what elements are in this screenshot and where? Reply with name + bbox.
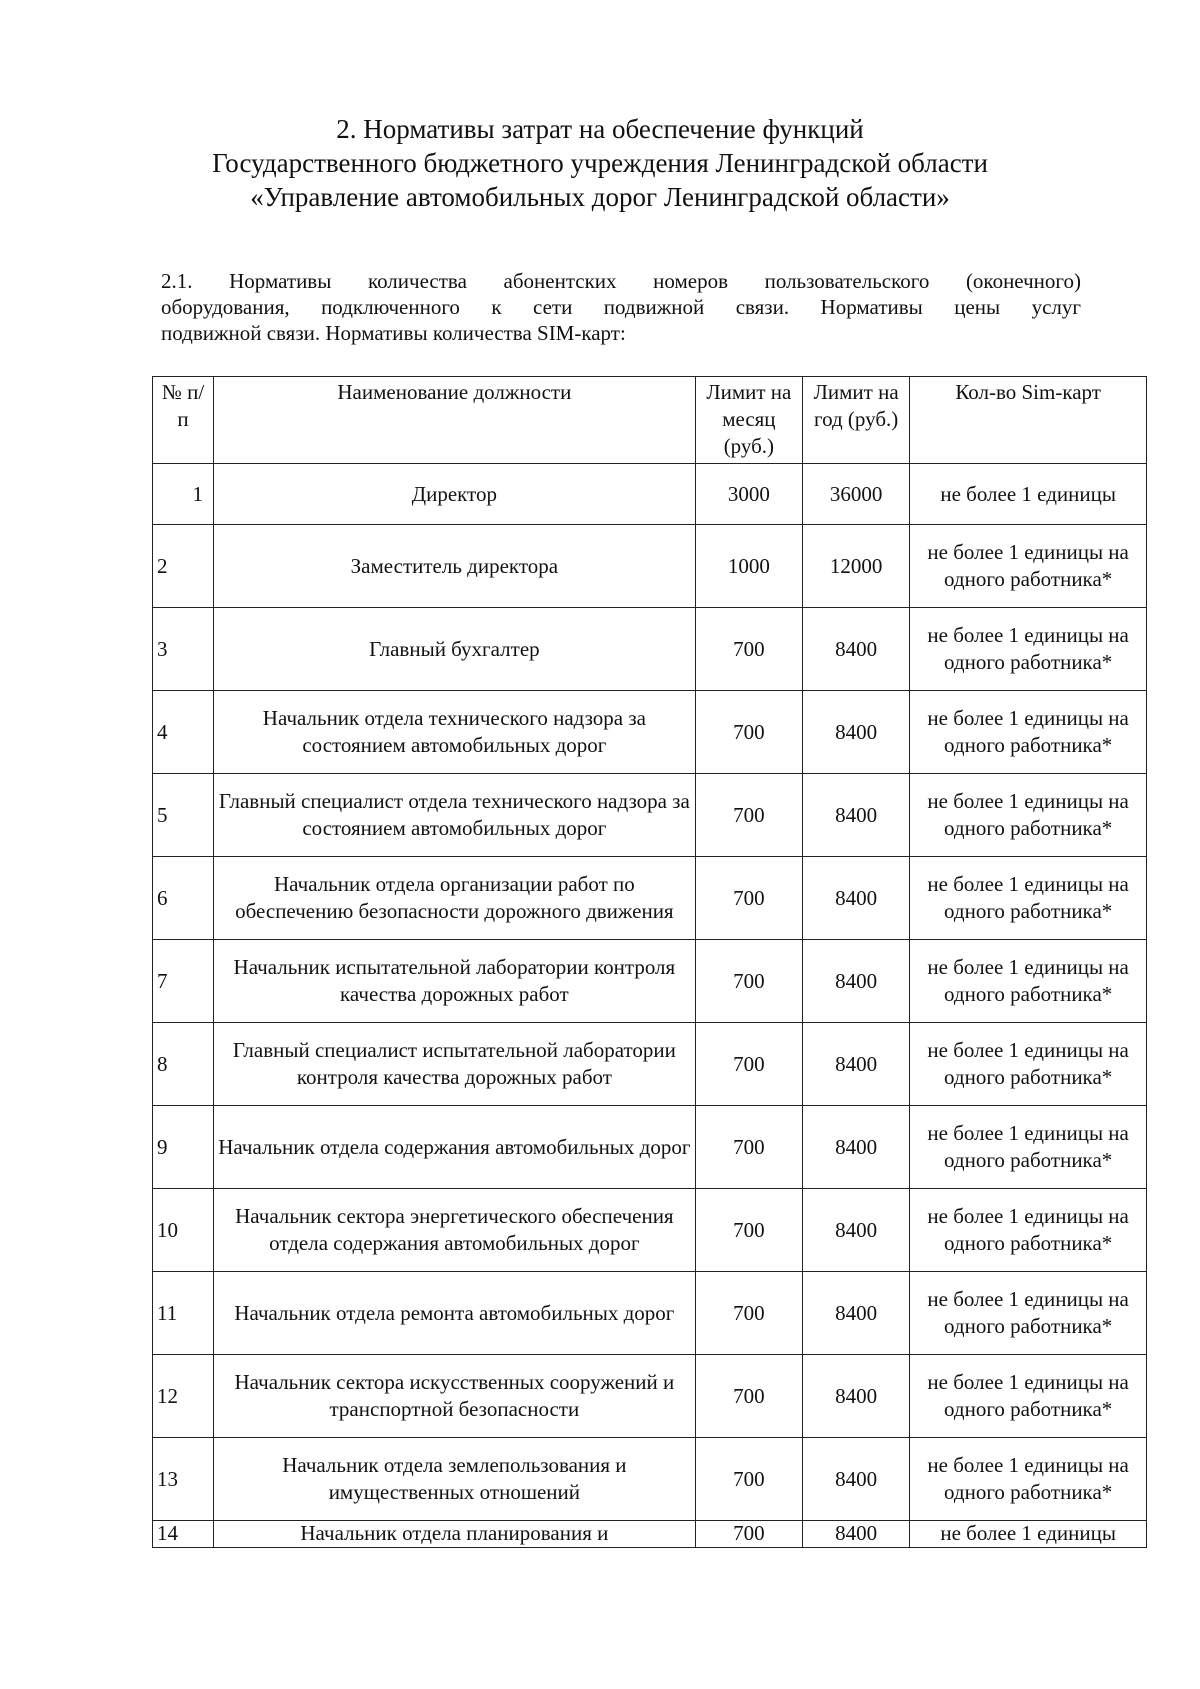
row-sim-count: не более 1 единицы на одного работника* — [910, 774, 1147, 857]
row-month-limit: 3000 — [695, 464, 802, 525]
row-num: 1 — [153, 464, 214, 525]
row-sim-count: не более 1 единицы на одного работника* — [910, 1023, 1147, 1106]
header-sim-count: Кол-во Sim-карт — [910, 377, 1147, 464]
row-num: 7 — [153, 940, 214, 1023]
row-month-limit: 700 — [695, 857, 802, 940]
header-name: Наименование должности — [214, 377, 696, 464]
row-sim-count: не более 1 единицы на одного работника* — [910, 1106, 1147, 1189]
row-num: 12 — [153, 1355, 214, 1438]
row-month-limit: 700 — [695, 691, 802, 774]
row-num: 9 — [153, 1106, 214, 1189]
row-month-limit: 700 — [695, 1189, 802, 1272]
table-row — [153, 525, 1147, 608]
table-row — [153, 464, 1147, 525]
row-year-limit: 8400 — [803, 857, 910, 940]
row-sim-count: не более 1 единицы на одного работника* — [910, 608, 1147, 691]
row-num: 2 — [153, 525, 214, 608]
row-month-limit: 700 — [695, 1355, 802, 1438]
table-row — [153, 1438, 1147, 1521]
row-position: Главный специалист испытательной лаборатории контроля качества дорожных работ — [214, 1023, 696, 1106]
row-year-limit: 8400 — [803, 1355, 910, 1438]
row-num: 3 — [153, 608, 214, 691]
intro-paragraph — [161, 268, 1081, 346]
row-sim-count: не более 1 единицы на одного работника* — [910, 1272, 1147, 1355]
row-year-limit: 8400 — [803, 1023, 910, 1106]
row-position: Начальник отдела планирования и — [214, 1521, 696, 1548]
row-num: 13 — [153, 1438, 214, 1521]
table-row — [153, 1355, 1147, 1438]
row-num: 10 — [153, 1189, 214, 1272]
row-year-limit: 8400 — [803, 1521, 910, 1548]
row-position: Начальник отдела ремонта автомобильных дорог — [214, 1272, 696, 1355]
row-position: Начальник отдела технического надзора за состоянием автомобильных дорог — [214, 691, 696, 774]
table-row — [153, 940, 1147, 1023]
table-row — [153, 1189, 1147, 1272]
header-year-limit: Лимит на год (руб.) — [803, 377, 910, 464]
row-year-limit: 8400 — [803, 691, 910, 774]
row-num: 6 — [153, 857, 214, 940]
title-line-1: 2. Нормативы затрат на обеспечение функций — [336, 114, 864, 144]
intro-line-2: оборудования, подключенного к сети подвижной связи. Нормативы цены услуг — [161, 295, 1081, 319]
row-position: Начальник испытательной лаборатории контроля качества дорожных работ — [214, 940, 696, 1023]
row-year-limit: 8400 — [803, 1438, 910, 1521]
row-month-limit: 700 — [695, 1106, 802, 1189]
row-year-limit: 8400 — [803, 1106, 910, 1189]
row-month-limit: 1000 — [695, 525, 802, 608]
row-position: Главный специалист отдела технического надзора за состоянием автомобильных дорог — [214, 774, 696, 857]
row-position: Начальник отдела содержания автомобильных дорог — [214, 1106, 696, 1189]
row-year-limit: 8400 — [803, 1272, 910, 1355]
row-position: Заместитель директора — [214, 525, 696, 608]
row-sim-count: не более 1 единицы на одного работника* — [910, 857, 1147, 940]
row-year-limit: 8400 — [803, 608, 910, 691]
row-position: Начальник отдела землепользования и имущественных отношений — [214, 1438, 696, 1521]
row-sim-count: не более 1 единицы на одного работника* — [910, 940, 1147, 1023]
title-line-2: Государственного бюджетного учреждения Ленинградской области — [212, 148, 988, 178]
row-position: Начальник сектора искусственных сооружений и транспортной безопасности — [214, 1355, 696, 1438]
header-month-limit: Лимит на месяц (руб.) — [695, 377, 802, 464]
norms-table — [152, 376, 1147, 1548]
row-month-limit: 700 — [695, 1521, 802, 1548]
title-line-3: «Управление автомобильных дорог Ленинградской области» — [250, 182, 950, 212]
row-sim-count: не более 1 единицы на одного работника* — [910, 1438, 1147, 1521]
row-year-limit: 12000 — [803, 525, 910, 608]
row-num: 11 — [153, 1272, 214, 1355]
row-position: Главный бухгалтер — [214, 608, 696, 691]
row-position: Директор — [214, 464, 696, 525]
row-sim-count: не более 1 единицы на одного работника* — [910, 525, 1147, 608]
table-row — [153, 1106, 1147, 1189]
row-num: 4 — [153, 691, 214, 774]
row-month-limit: 700 — [695, 608, 802, 691]
row-position: Начальник отдела организации работ по обеспечению безопасности дорожного движения — [214, 857, 696, 940]
section-title — [0, 112, 1200, 214]
row-month-limit: 700 — [695, 1438, 802, 1521]
row-sim-count: не более 1 единицы — [910, 464, 1147, 525]
table-row — [153, 691, 1147, 774]
table-row — [153, 1272, 1147, 1355]
table-row — [153, 608, 1147, 691]
table-header-row — [153, 377, 1147, 464]
row-sim-count: не более 1 единицы на одного работника* — [910, 1355, 1147, 1438]
row-num: 14 — [153, 1521, 214, 1548]
row-num: 5 — [153, 774, 214, 857]
intro-line-3: подвижной связи. Нормативы количества SIM-карт: — [161, 321, 626, 345]
row-year-limit: 8400 — [803, 1189, 910, 1272]
table-row — [153, 857, 1147, 940]
row-sim-count: не более 1 единицы на одного работника* — [910, 1189, 1147, 1272]
row-sim-count: не более 1 единицы — [910, 1521, 1147, 1548]
row-year-limit: 36000 — [803, 464, 910, 525]
row-month-limit: 700 — [695, 940, 802, 1023]
row-month-limit: 700 — [695, 774, 802, 857]
table-row — [153, 1023, 1147, 1106]
header-num: № п/п — [153, 377, 214, 464]
row-year-limit: 8400 — [803, 940, 910, 1023]
table-row — [153, 1521, 1147, 1548]
row-num: 8 — [153, 1023, 214, 1106]
row-year-limit: 8400 — [803, 774, 910, 857]
row-month-limit: 700 — [695, 1023, 802, 1106]
row-month-limit: 700 — [695, 1272, 802, 1355]
row-position: Начальник сектора энергетического обеспечения отдела содержания автомобильных дорог — [214, 1189, 696, 1272]
row-sim-count: не более 1 единицы на одного работника* — [910, 691, 1147, 774]
table-row — [153, 774, 1147, 857]
intro-line-1: 2.1. Нормативы количества абонентских номеров пользовательского (оконечного) — [161, 269, 1081, 293]
